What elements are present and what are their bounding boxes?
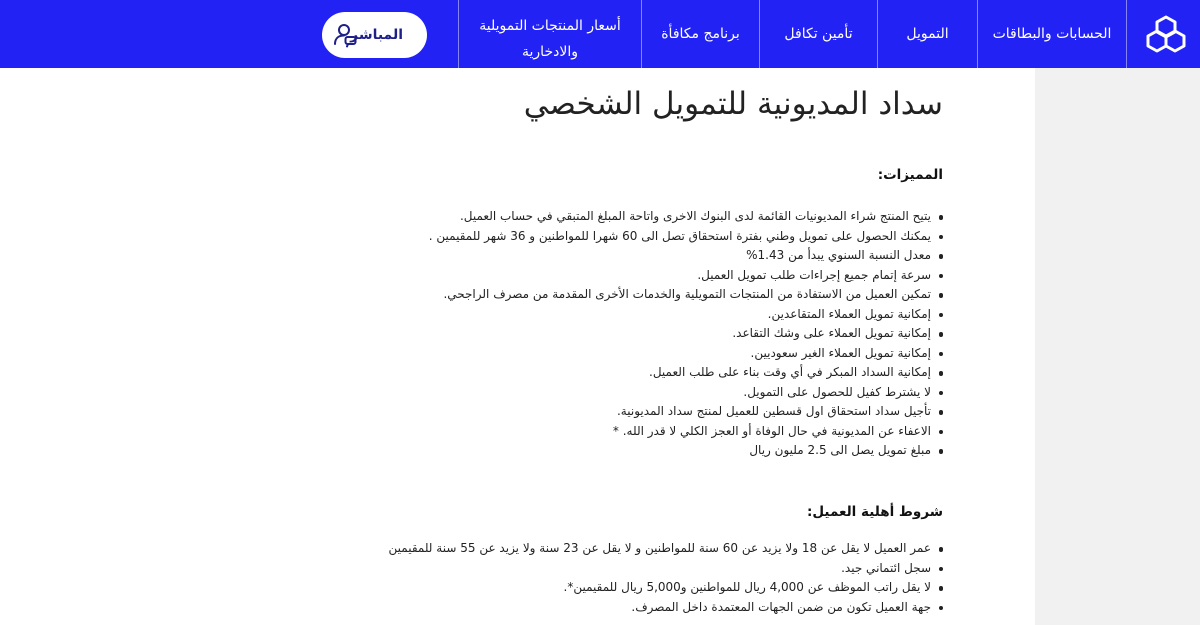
feature-item: يمكنك الحصول على تمويل وطني بفترة استحقاق تصل الى 60 شهرا للمواطنين و 36 شهر للمقيمين . <box>353 227 943 247</box>
feature-item: الاعفاء عن المديونية في حال الوفاة أو العجز الكلي لا قدر الله. * <box>353 422 943 442</box>
nav-product-prices-line1: أسعار المنتجات التمويلية <box>479 18 621 34</box>
eligibility-item: عمر العميل لا يقل عن 18 ولا يزيد عن 60 سنة للمواطنين و لا يقل عن 23 سنة ولا يزيد عن 55 سنة للمقيمين <box>353 539 943 559</box>
nav-mokafaa-label: برنامج مكافأة <box>661 26 740 42</box>
top-navigation-bar <box>0 0 1200 68</box>
feature-item: إمكانية تمويل العملاء على وشك التقاعد. <box>353 324 943 344</box>
chat-person-icon <box>332 22 358 48</box>
nav-finance-label: التمويل <box>906 26 949 42</box>
nav-accounts-cards[interactable] <box>977 0 1127 68</box>
feature-item: سرعة إتمام جميع إجراءات طلب تمويل العميل. <box>353 266 943 286</box>
nav-accounts-cards-label: الحسابات والبطاقات <box>992 26 1112 42</box>
live-chat-button[interactable] <box>322 12 427 58</box>
eligibility-heading: شروط أهلية العميل: <box>806 504 943 520</box>
bank-logo-icon[interactable] <box>1146 14 1186 54</box>
eligibility-item: جهة العميل تكون من ضمن الجهات المعتمدة داخل المصرف. <box>353 598 943 618</box>
feature-item: إمكانية تمويل العملاء الغير سعوديين. <box>353 344 943 364</box>
right-sidebar-panel <box>1035 68 1200 625</box>
nav-mokafaa-program[interactable] <box>641 0 759 68</box>
eligibility-list <box>353 539 943 617</box>
page-title: سداد المديونية للتمويل الشخصي <box>523 86 943 122</box>
feature-item: إمكانية السداد المبكر في أي وقت بناء على طلب العميل. <box>353 363 943 383</box>
eligibility-item: لا يقل راتب الموظف عن 4,000 ريال للمواطنين و5,000 ريال للمقيمين*. <box>353 578 943 598</box>
feature-item: معدل النسبة السنوي يبدأ من 1.43% <box>353 246 943 266</box>
nav-takaful-label: تأمين تكافل <box>784 26 853 42</box>
feature-item: يتيح المنتج شراء المديونيات القائمة لدى البنوك الاخرى واتاحة المبلغ المتبقي في حساب العميل. <box>353 207 943 227</box>
main-content <box>380 68 943 625</box>
eligibility-item: سجل ائتماني جيد. <box>353 559 943 579</box>
feature-item: مبلغ تمويل يصل الى 2.5 مليون ريال <box>353 441 943 461</box>
nav-finance[interactable] <box>877 0 977 68</box>
nav-product-prices-line2: والادخارية <box>522 44 578 60</box>
features-list <box>353 207 943 461</box>
feature-item: تمكين العميل من الاستفادة من المنتجات التمويلية والخدمات الأخرى المقدمة من مصرف الراجحي. <box>353 285 943 305</box>
feature-item: إمكانية تمويل العملاء المتقاعدين. <box>353 305 943 325</box>
features-heading: المميزات: <box>877 167 943 183</box>
live-chat-label: المباشر <box>350 27 403 43</box>
nav-takaful-insurance[interactable] <box>759 0 877 68</box>
nav-product-prices[interactable] <box>458 0 641 68</box>
feature-item: لا يشترط كفيل للحصول على التمويل. <box>353 383 943 403</box>
feature-item: تأجيل سداد استحقاق اول قسطين للعميل لمنتج سداد المديونية. <box>353 402 943 422</box>
